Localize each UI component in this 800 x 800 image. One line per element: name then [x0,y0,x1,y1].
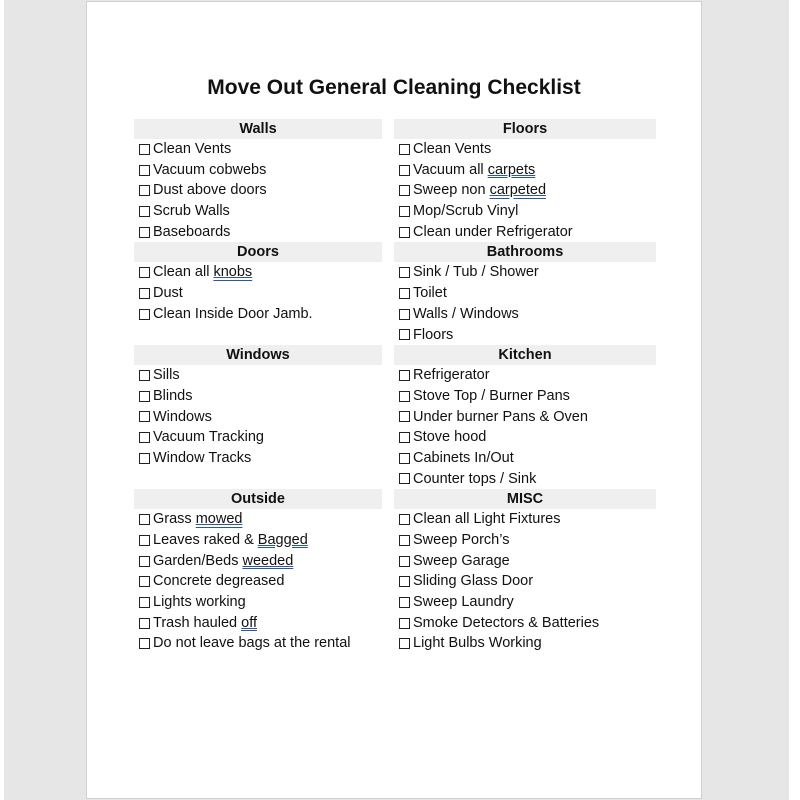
checkbox-icon[interactable] [399,432,410,443]
spellcheck-underlined-word: knobs [213,264,253,281]
right-column [394,119,656,654]
checklist-item [394,427,656,448]
checklist-item [134,180,382,201]
checklist-item-label: Grass mowed [153,511,243,528]
checkbox-icon[interactable] [139,411,150,422]
checklist-item-label: Sliding Glass Door [413,573,534,590]
checkbox-icon[interactable] [399,453,410,464]
checklist-item-label: Clean all Light Fixtures [413,511,561,528]
checkbox-icon[interactable] [399,638,410,649]
checkbox-icon[interactable] [399,206,410,217]
checklist [394,365,656,489]
checklist-item-label: Vacuum Tracking [153,429,264,446]
checklist-item [134,160,382,181]
section-header: Bathrooms [394,242,656,262]
checklist-item-label: Concrete degreased [153,573,285,590]
checklist-item-label: Do not leave bags at the rental [153,635,351,652]
checklist-item-label: Stove Top / Burner Pans [413,387,570,404]
checkbox-icon[interactable] [139,638,150,649]
checklist-item [394,201,656,222]
checklist-item [394,571,656,592]
checklist-item [134,613,382,634]
document-title: Move Out General Cleaning Checklist [207,76,581,99]
checkbox-icon[interactable] [399,514,410,525]
checkbox-icon[interactable] [139,309,150,320]
checklist-item-label: Sink / Tub / Shower [413,264,539,281]
checkbox-icon[interactable] [399,309,410,320]
checklist-item-label: Dust [153,285,183,302]
checklist-item [394,592,656,613]
checkbox-icon[interactable] [139,165,150,176]
section-floors [394,119,656,242]
checklist-item-label: Toilet [413,285,447,302]
checklist-item [134,551,382,572]
checkbox-icon[interactable] [139,370,150,381]
checklist-item [134,592,382,613]
checkbox-icon[interactable] [399,370,410,381]
checklist-item [134,530,382,551]
checklist-item [134,222,382,243]
checklist-item [134,427,382,448]
checklist-item-label: Under burner Pans & Oven [413,408,588,425]
checklist-item [134,633,382,654]
checkbox-icon[interactable] [139,514,150,525]
checklist-item-label: Dust above doors [153,182,267,199]
checkbox-icon[interactable] [399,597,410,608]
checkbox-icon[interactable] [399,473,410,484]
section-header: Floors [394,119,656,139]
checkbox-icon[interactable] [399,576,410,587]
checklist-item-label: Smoke Detectors & Batteries [413,614,600,631]
checkbox-icon[interactable] [139,391,150,402]
section-windows [134,345,382,468]
checklist-item-label: Mop/Scrub Vinyl [413,203,519,220]
checklist-item-label: Clean under Refrigerator [413,223,573,240]
checklist [134,139,382,242]
checkbox-icon[interactable] [139,185,150,196]
checkbox-icon[interactable] [139,267,150,278]
checklist-item [394,365,656,386]
checklist-item [134,386,382,407]
section-walls [134,119,382,242]
checkbox-icon[interactable] [399,267,410,278]
left-column [134,119,382,654]
checklist [134,509,382,654]
checkbox-icon[interactable] [139,556,150,567]
checklist-item [134,571,382,592]
checkbox-icon[interactable] [139,618,150,629]
checklist-item-label: Sweep Laundry [413,594,514,611]
section-kitchen [394,345,656,489]
spellcheck-underlined-word: mowed [195,511,243,528]
spellcheck-underlined-word: carpeted [489,182,547,199]
checklist-item-label: Trash hauled off [153,614,257,631]
checklist-item [394,407,656,428]
checklist-item [134,365,382,386]
checklist-item-label: Scrub Walls [153,203,230,220]
section-bathrooms [394,242,656,345]
checklist-item [394,633,656,654]
checklist-item [394,283,656,304]
checklist-item-label: Light Bulbs Working [413,635,542,652]
checklist-item [134,201,382,222]
section-outside [134,489,382,654]
checklist-item [394,222,656,243]
checkbox-icon[interactable] [399,535,410,546]
checklist-item [134,304,382,325]
checklist-item-label: Sweep Garage [413,552,510,569]
checklist-item [394,180,656,201]
checklist-item [134,509,382,530]
blank-row [134,325,382,346]
checklist-item-label: Cabinets In/Out [413,449,514,466]
checkbox-icon[interactable] [399,556,410,567]
checklist-item [134,407,382,428]
checklist-item-label: Walls / Windows [413,305,519,322]
section-header: Doors [134,242,382,262]
section-header: Windows [134,345,382,365]
section-header: Kitchen [394,345,656,365]
checklist-item-label: Window Tracks [153,449,252,466]
checklist-item-label: Clean Inside Door Jamb. [153,305,313,322]
checklist-item-label: Clean Vents [153,141,232,157]
checklist [394,139,656,242]
checklist-item [394,613,656,634]
checklist [394,262,656,345]
checklist-item-label: Baseboards [153,223,231,240]
section-header: Outside [134,489,382,509]
checkbox-icon[interactable] [399,227,410,238]
checklist-item [394,509,656,530]
checkbox-icon[interactable] [399,288,410,299]
checklist-item-label: Sills [153,367,180,384]
section-header: Walls [134,119,382,139]
checklist-item [394,139,656,160]
checkbox-icon[interactable] [139,206,150,217]
section-header: MISC [394,489,656,509]
checkbox-icon[interactable] [399,391,410,402]
checklist-item [394,386,656,407]
checkbox-icon[interactable] [399,144,410,155]
checklist-item [394,530,656,551]
checkbox-icon[interactable] [139,535,150,546]
checklist-item-label: Clean Vents [413,141,492,157]
checklist [394,509,656,654]
checklist-item-label: Sweep non carpeted [413,182,547,199]
spellcheck-underlined-word: Bagged [257,532,308,548]
checkbox-icon[interactable] [399,329,410,340]
checklist-item [134,262,382,283]
checklist-item [394,551,656,572]
checkbox-icon[interactable] [399,618,410,629]
checklist-item-label: Refrigerator [413,367,490,384]
checklist-item [394,469,656,490]
spellcheck-underlined-word: weeded [242,552,294,569]
checklist-item [134,283,382,304]
checkbox-icon[interactable] [399,411,410,422]
checklist-item [394,304,656,325]
checkbox-icon[interactable] [139,453,150,464]
checkbox-icon[interactable] [399,185,410,196]
checklist-item-label: Stove hood [413,429,487,446]
checkbox-icon[interactable] [399,165,410,176]
checklist-item-label: Lights working [153,594,246,611]
checklist-item [394,160,656,181]
checklist-item-label: Vacuum all carpets [413,161,536,178]
checklist [134,262,382,324]
checklist-item-label: Floors [413,326,454,343]
checklist-item-label: Garden/Beds weeded [153,552,294,569]
checklist-item-label: Blinds [153,387,193,404]
section-doors [134,242,382,324]
checkbox-icon[interactable] [139,227,150,238]
blank-row [134,469,382,490]
checklist [134,365,382,468]
checklist-item-label: Clean all knobs [153,264,253,281]
spellcheck-underlined-word: off [241,614,257,631]
checklist-item [394,448,656,469]
checklist-item [134,139,382,160]
checkbox-icon[interactable] [139,432,150,443]
checklist-item-label: Windows [153,408,212,425]
section-misc [394,489,656,654]
checklist-item-label: Counter tops / Sink [413,470,537,487]
checklist-item-label: Sweep Porch’s [413,532,510,548]
checklist-item [134,448,382,469]
checkbox-icon[interactable] [139,144,150,155]
checklist-item-label: Vacuum cobwebs [153,161,267,178]
checklist-item-label: Leaves raked & Bagged [153,532,308,548]
checklist-item [394,262,656,283]
checkbox-icon[interactable] [139,576,150,587]
checklist-item [394,325,656,346]
spellcheck-underlined-word: carpets [487,161,536,178]
checkbox-icon[interactable] [139,288,150,299]
checkbox-icon[interactable] [139,597,150,608]
